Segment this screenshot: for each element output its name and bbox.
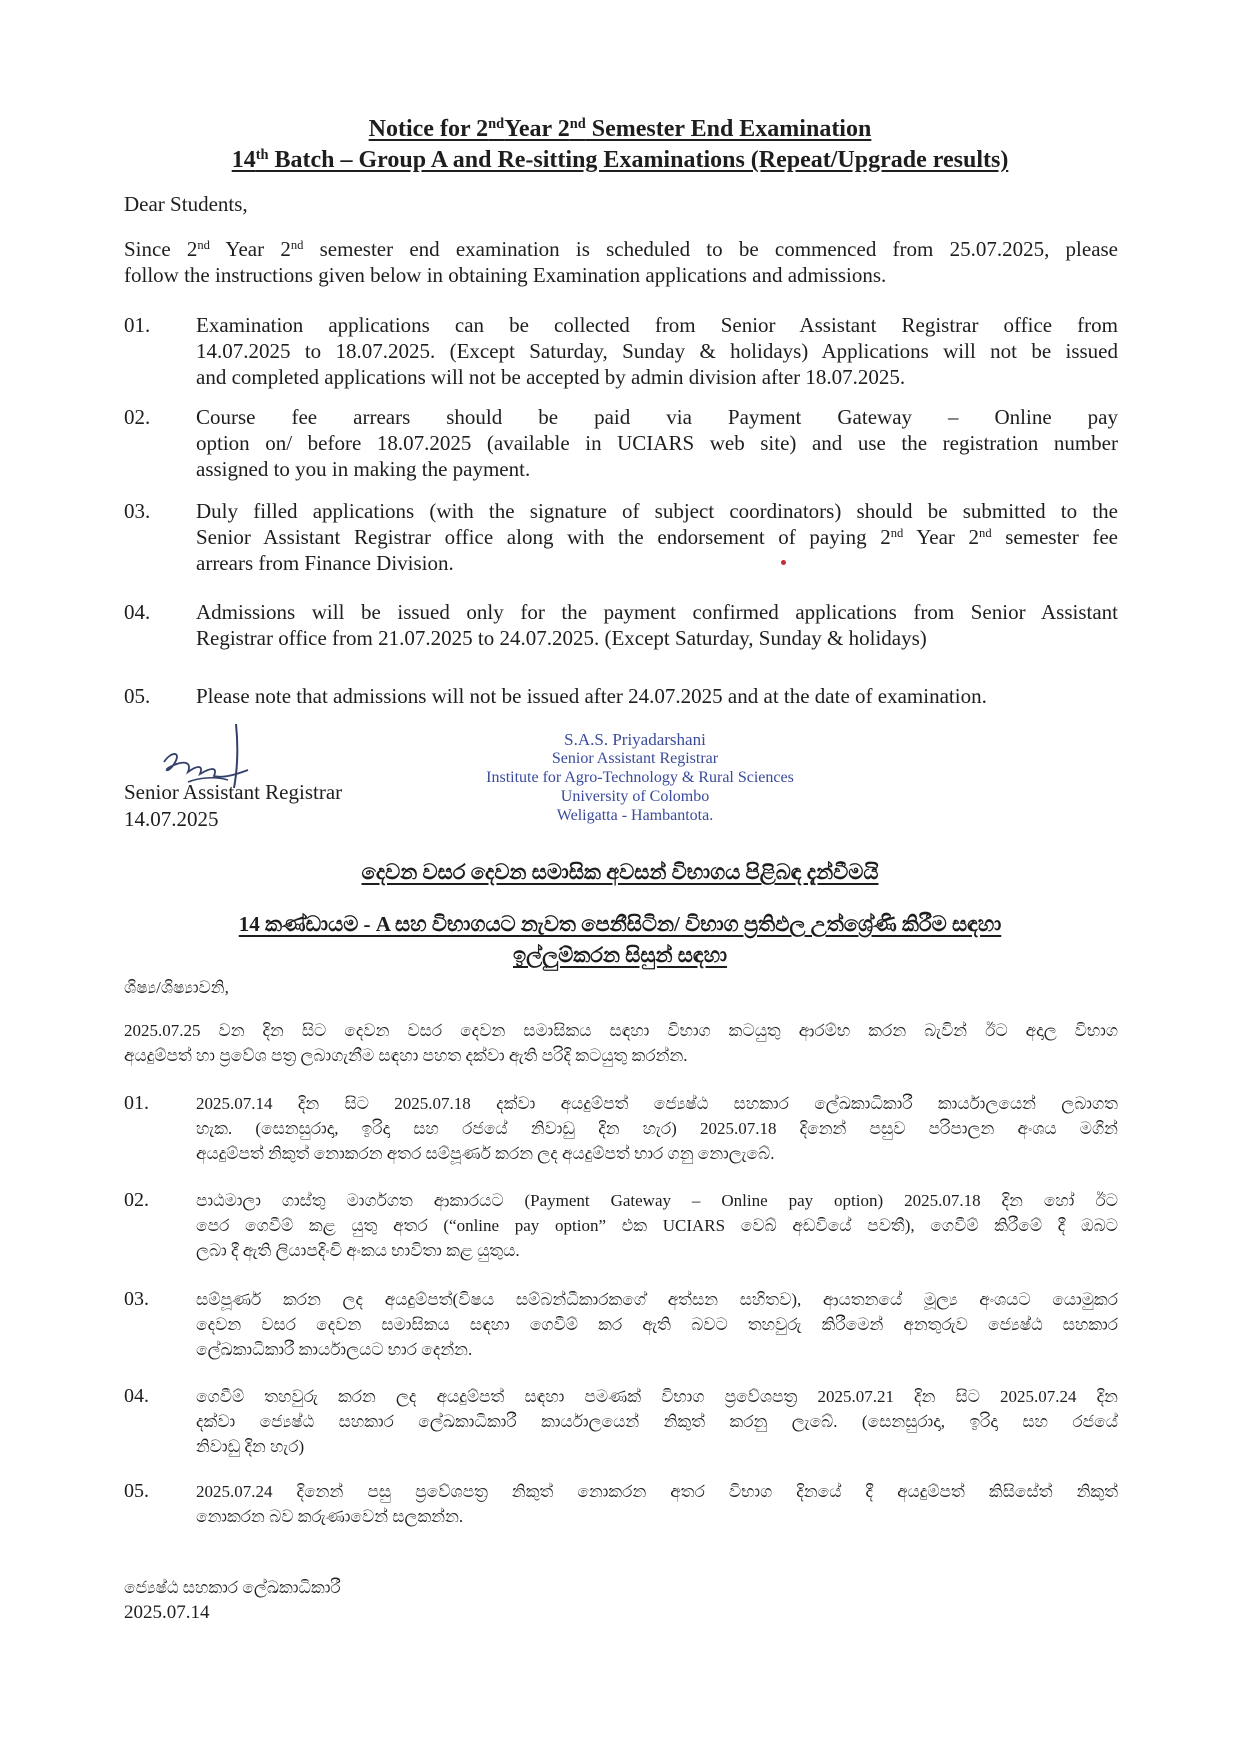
item-number: 05.	[124, 1480, 149, 1502]
list-item: Examination applications can be collected from Senior Assistant Registrar office from 14.07.2025 to 18.07.2025. (Except Saturday, Sunday & holidays) Applications will not be issued and completed applications will not be accepted by admin division after 18.07.2025.	[196, 313, 1118, 389]
item-number: 02.	[124, 1189, 149, 1211]
sinhala-notice-subtitle: 14 කණ්ඩායම - A සහ විභාගයට නැවත පෙනීසිටින/ විභාග ප්‍රතිඵල උත්ශ්‍රේණි කිරීම සඳහා	[238, 912, 1002, 936]
list-item: 2025.07.14 දින සිට 2025.07.18 දක්වා අයදුම්පත් ජ්‍යෙෂ්ඨ සහකාර ලේඛකාධිකාරී කාර්යාලයෙන් ලබාගත හැක. (සෙනසුරාදා, ඉරිදා සහ රජයේ නිවාඩු දින හැර) 2025.07.18 දිනෙන් පසුව පරිපාලන අංශය මගින් අයදුම්පත් නිකුත් නොකරන අතර සම්පූර්ණ කරන ලද අයදුම්පත් භාර ගනු නොලැබේ.	[196, 1094, 1118, 1163]
item-number: 04.	[124, 1385, 149, 1407]
signature-date: 14.07.2025	[124, 807, 219, 831]
signatory-title: Senior Assistant Registrar	[124, 780, 343, 804]
ink-speck	[781, 560, 786, 565]
list-item: Course fee arrears should be paid via Payment Gateway – Online pay option on/ before 18.07.2025 (available in UCIARS web site) and use the registration number assigned to you in making the payment.	[196, 405, 1118, 481]
official-stamp: S.A.S. Priyadarshani Senior Assistant Registrar Institute for Agro-Technology & Rural Sciences University of Colombo Weligatta - Hambantota.	[486, 730, 794, 824]
intro-line-2: follow the instructions given below in obtaining Examination applications and admissions.	[124, 263, 887, 287]
list-item: Duly filled applications (with the signature of subject coordinators) should be submitted to the Senior Assistant Registrar office along with the endorsement of paying 2nd Year 2nd semester fee arrears from Finance Division.	[196, 499, 1119, 575]
sinhala-signature-date: 2025.07.14	[124, 1602, 210, 1623]
list-item: සම්පූර්ණ කරන ලද අයදුම්පත්(විෂය සම්බන්ධීකාරකගේ අත්සන සහිතව), ආයතනයේ මූල්‍ය අංශයට යොමුකර දෙවන වසර දෙවන සමාසිකය සඳහා ගෙවීම් කර ඇති බවට තහවුරු කිරීමෙන් අනතුරුව ජ්‍යෙෂ්ඨ සහකාර ලේඛකාධිකාරී කාර්යාලයට භාර දෙන්න.	[196, 1290, 1118, 1359]
list-item: Please note that admissions will not be issued after 24.07.2025 and at the date of examination.	[196, 684, 987, 708]
item-number: 03.	[124, 1288, 149, 1310]
item-number: 03.	[124, 499, 151, 523]
sinhala-greeting: ශිෂ්‍ය/ශිෂ්‍යාවනි,	[124, 978, 229, 997]
greeting: Dear Students,	[124, 192, 248, 216]
list-item: පාඨමාලා ගාස්තු මාර්ගගත ආකාරයට (Payment Gateway – Online pay option) 2025.07.18 දින හෝ ඊට පෙර ගෙවීම් කළ යුතු අතර (“online pay option” එක UCIARS වෙබ් අඩවියේ පවතී), ගෙවීම් කිරීමේ දී ඔබට ලබා දී ඇති ලියාපදිංචි අංකය භාවිතා කළ යුතුය.	[196, 1191, 1118, 1260]
sinhala-notice-title: දෙවන වසර දෙවන සමාසික අවසන් විභාගය පිළිබඳ දැන්වීමයි	[361, 860, 879, 884]
list-item: 2025.07.24 දිනෙන් පසු ප්‍රවේශපත්‍ර නිකුත් නොකරන අතර විභාග දිනයේ දී අයදුම්පත් කිසිසේත් නිකුත් නොකරන බව කරුණාවෙන් සලකන්න.	[196, 1482, 1118, 1526]
sinhala-signatory: ජ්‍යෙෂ්ඨ සහකාර ලේඛකාධිකාරී	[124, 1578, 341, 1597]
item-number: 02.	[124, 405, 151, 429]
intro-line-1: Since 2nd Year 2nd semester end examination is scheduled to be commenced from 25.07.2025, please	[124, 237, 1119, 261]
notice-subtitle: 14th Batch – Group A and Re-sitting Examinations (Repeat/Upgrade results)	[231, 147, 1009, 173]
sinhala-notice-subtitle-2: ඉල්ලුම්කරන සිසුන් සඳහා	[512, 943, 728, 967]
list-item: Admissions will be issued only for the payment confirmed applications from Senior Assistant Registrar office from 21.07.2025 to 24.07.2025. (Except Saturday, Sunday & holidays)	[196, 600, 1118, 650]
list-item: ගෙවීම් තහවුරු කරන ලද අයදුම්පත් සඳහා පමණක් විභාග ප්‍රවේශපත්‍ර 2025.07.21 දින සිට 2025.07.24 දින දක්වා ජ්‍යෙෂ්ඨ සහකාර ලේඛකාධිකාරී කාර්යාලයෙන් නිකුත් කරනු ලැබේ. (සෙනසුරාදා, ඉරිදා සහ රජයේ නිවාඩු දින හැර)	[196, 1387, 1118, 1456]
item-number: 05.	[124, 684, 151, 708]
sinhala-intro: 2025.07.25 වන දින සිට දෙවන වසර දෙවන සමාසිකය සඳහා විභාග කටයුතු ආරම්භ කරන බැවින් ඊට අදාල විභාග අයදුම්පත් හා ප්‍රවේශ පත්‍ර ලබාගැනීම සඳහා පහත දක්වා ඇති පරිදි කටයුතු කරන්න.	[124, 1021, 1118, 1065]
item-number: 01.	[124, 1092, 149, 1114]
notice-title: Notice for 2ndYear 2nd Semester End Examination	[368, 116, 872, 142]
item-number: 01.	[124, 313, 151, 337]
item-number: 04.	[124, 600, 151, 624]
